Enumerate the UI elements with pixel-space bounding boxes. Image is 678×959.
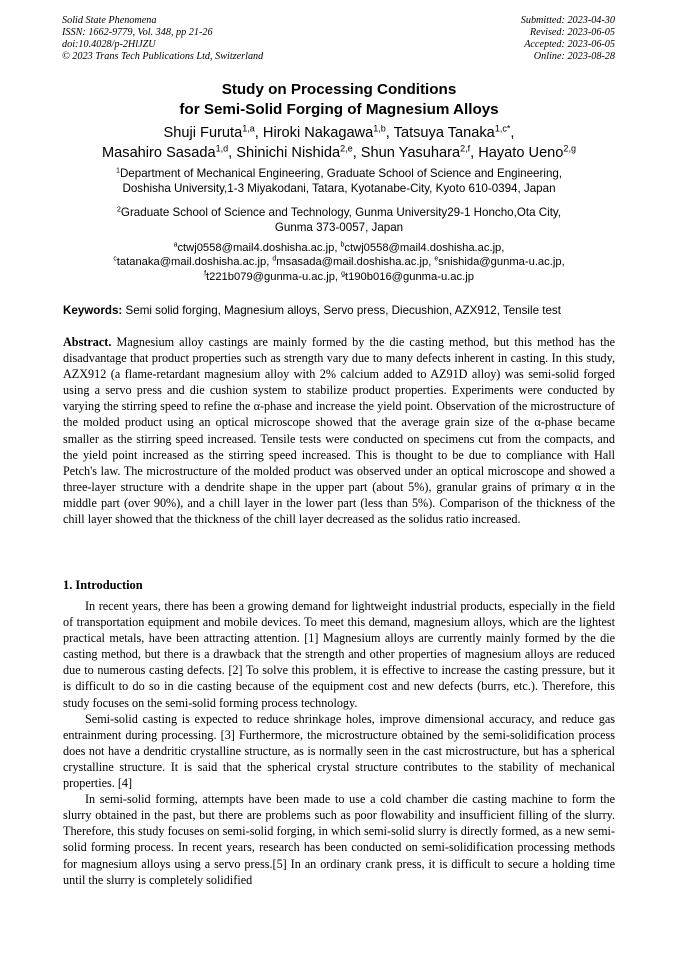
author-separator: , xyxy=(254,125,263,141)
email-address[interactable]: ctwj0558@mail4.doshisha.ac.jp xyxy=(344,242,502,254)
paragraph: Semi-solid casting is expected to reduce shrinkage holes, improve dimensional accuracy, and reduce gas entrainment during processing. [3] Furthermore, the microstructure obtained by the semi-solidification process does not have a dendritic crystalline structure, as is normally seen in the cast microstructure, but has a spherical crystalline structure. It is said that the spherical crystal structure contributes to the stability of mechanical properties. [4] xyxy=(63,711,615,791)
author-name: Shinichi Nishida xyxy=(236,144,341,161)
email-separator: , xyxy=(428,256,435,269)
affiliation-1-line-1 xyxy=(0,166,678,181)
author-name: Shuji Furuta xyxy=(163,125,243,141)
affiliation-mark: 2 xyxy=(116,204,121,214)
paragraph: In semi-solid forming, attempts have been made to use a cold chamber die casting machine to form the slurry obtained in the past, but there are problems such as poor flowability and insufficient filling of the slurry. Therefore, this study focuses on semi-solid forging, in which semi-solid slurry is directly formed, as a new semi-solid forming process. In recent years, research has been conducted on semi-solidification processing methods for magnesium alloys using a servo press.[5] In an ordinary crank press, it is difficult to secure a holding time until the slurry is completely solidified xyxy=(63,792,615,887)
author-affil-mark: 2,f xyxy=(460,142,471,153)
email-address[interactable]: snishida@gunma-u.ac.jp xyxy=(438,256,562,269)
title-line-1: Study on Processing Conditions xyxy=(221,81,457,98)
email-separator: , xyxy=(266,256,273,269)
abstract-label: Abstract. xyxy=(63,335,112,349)
author-separator: , xyxy=(385,125,394,141)
author-name: Hayato Ueno xyxy=(478,144,564,161)
email-separator: , xyxy=(501,242,505,254)
author-name: Tatsuya Tanaka xyxy=(393,125,495,141)
email-mark: c xyxy=(113,256,117,264)
abstract xyxy=(63,334,615,527)
issn-line: ISSN: 1662-9779, Vol. 348, pp 21-26 xyxy=(62,27,213,39)
email-line-3 xyxy=(0,270,678,284)
email-separator: , xyxy=(561,256,565,269)
email-address[interactable]: ctwj0558@mail4.doshisha.ac.jp xyxy=(177,242,335,254)
accepted-date: Accepted: 2023-06-05 xyxy=(524,39,615,51)
email-address[interactable]: t190b016@gunma-u.ac.jp xyxy=(345,270,474,283)
email-separator: , xyxy=(334,270,342,283)
author-separator: , xyxy=(470,144,479,161)
email-address[interactable]: t221b079@gunma-u.ac.jp xyxy=(206,270,335,283)
author-separator: , xyxy=(228,144,237,161)
email-mark: f xyxy=(204,270,206,278)
affiliation-1-line-2: Doshisha University,1-3 Miyakodani, Tatara, Kyotanabe-City, Kyoto 610-0394, Japan xyxy=(122,182,556,196)
email-mark: g xyxy=(341,270,345,278)
author-name: Hiroki Nakagawa xyxy=(262,125,374,141)
section-heading-introduction: 1. Introduction xyxy=(63,578,143,592)
affiliation-2-line-1 xyxy=(0,205,678,220)
paper-title xyxy=(0,80,678,119)
author-affil-mark: 1,c* xyxy=(494,123,511,134)
author-separator: , xyxy=(352,144,361,161)
doi-link[interactable]: doi:10.4028/p-2HlJZU xyxy=(62,39,156,51)
abstract-paragraph xyxy=(63,334,615,527)
affiliation-2 xyxy=(0,205,678,236)
email-separator: , xyxy=(334,242,341,254)
copyright-line: © 2023 Trans Tech Publications Ltd, Switzerland xyxy=(62,51,264,63)
keywords-text: Semi solid forging, Magnesium alloys, Servo press, Diecushion, AZX912, Tensile test xyxy=(125,304,561,317)
author-separator: , xyxy=(510,125,515,141)
author-affil-mark: 2,e xyxy=(340,142,353,153)
revised-date: Revised: 2023-06-05 xyxy=(529,27,615,39)
affiliation-1 xyxy=(0,166,678,197)
affiliation-text: Department of Mechanical Engineering, Graduate School of Science and Engineering, xyxy=(119,167,563,180)
online-date: Online: 2023-08-28 xyxy=(533,51,615,63)
author-list xyxy=(0,124,678,163)
author-affil-mark: 1,b xyxy=(373,123,386,134)
journal-name: Solid State Phenomena xyxy=(62,15,157,26)
email-mark: d xyxy=(272,256,277,264)
affiliation-mark: 1 xyxy=(115,165,120,175)
introduction-body xyxy=(63,598,615,888)
author-name: Masahiro Sasada xyxy=(102,144,216,161)
email-line-2 xyxy=(0,255,678,269)
paragraph: In recent years, there has been a growing demand for lightweight industrial products, especially in the field of transportation equipment and mobile devices. To meet this demand, magnesium alloys, which are the lightest practical metals, have been attracting attention. [1] Magnesium alloys are currently mainly formed by the die casting method, but there is a drawback that the strength and other properties of magnesium alloys are reduced due to numerous casting defects. [2] To solve this problem, it is effective to increase the casting pressure, but it is difficult to do so in die casting because of the equipment cost and new defects (burrs, etc.). Therefore, this study focuses on the semi-solid forming process technology. xyxy=(63,599,615,710)
email-mark: e xyxy=(434,256,439,264)
keywords xyxy=(63,304,623,318)
journal-header xyxy=(62,15,263,63)
email-line-1 xyxy=(0,241,678,255)
author-line-1 xyxy=(0,124,678,144)
author-affil-mark: 2,g xyxy=(563,142,576,153)
affiliation-2-line-2: Gunma 373-0057, Japan xyxy=(274,221,404,235)
email-mark: b xyxy=(340,241,345,249)
author-affil-mark: 1,a xyxy=(242,123,255,134)
author-affil-mark: 1,d xyxy=(215,142,229,153)
submitted-date: Submitted: 2023-04-30 xyxy=(520,15,615,26)
affiliation-text: Graduate School of Science and Technology, Gunma University29-1 Honcho,Ota City, xyxy=(120,206,562,219)
author-line-2 xyxy=(0,144,678,164)
email-address[interactable]: msasada@mail.doshisha.ac.jp xyxy=(276,256,429,269)
email-mark: a xyxy=(173,241,178,249)
email-address[interactable]: tatanaka@mail.doshisha.ac.jp xyxy=(116,256,267,269)
title-line-2: for Semi-Solid Forging of Magnesium Alloys xyxy=(179,100,499,118)
author-name: Shun Yasuhara xyxy=(360,144,461,161)
email-list xyxy=(0,241,678,284)
publication-dates xyxy=(521,15,615,63)
keywords-label: Keywords: xyxy=(63,304,123,317)
abstract-text: Magnesium alloy castings are mainly formed by the die casting method, but this method has the disadvantage that product properties such as strength vary due to many defects inherent in casting. In this study, AZX912 (a flame-retardant magnesium alloy with 2% calcium added to AZ91D alloy) was semi-solid forged using a servo press and die cushion system to stabilize product properties. Experiments were conducted by varying the stirring speed to refine the α-phase and increase the yield point. Observation of the microstructure of the molded product using an optical microscope showed that the average grain size of the α-phase became smaller as the stirring speed increased. Tensile tests were conducted on specimens cut from the compacts, and the yield point increased as the stirring speed increased. This is thought to be due to compliance with Hall Petch's law. The microstructure of the molded product was observed under an optical microscope and showed a three-layer structure with a dendrite shape in the upper part (about 5%), granular grains of primary α in the middle part (over 90%), and a chill layer in the lower part (less than 5%). Comparison of the thickness of the chill layer showed that the thickness of the chill layer decreased as the solidus ratio increased. xyxy=(63,335,616,527)
